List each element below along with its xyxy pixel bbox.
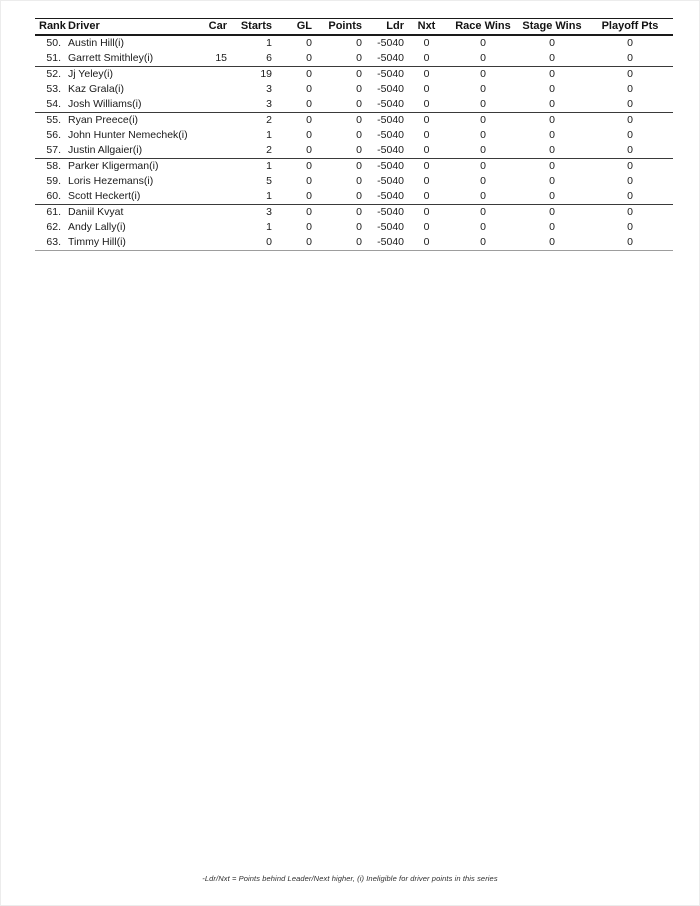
cell-starts: 5 [266,175,272,187]
table-header-row [35,19,673,36]
driver-row [35,174,673,189]
cell-rank: 62. [46,221,61,233]
cell-points: 0 [356,144,362,156]
column-header-stage_wins: Stage Wins [517,19,587,36]
cell-race_wins: 0 [480,160,486,172]
cell-playoff_pts: 0 [627,160,633,172]
cell-nxt: 0 [423,52,430,64]
cell-gl: 0 [306,206,312,218]
cell-playoff_pts: 0 [627,98,633,110]
cell-driver: Garrett Smithley(i) [68,52,154,64]
driver-standings-table [35,18,673,251]
cell-rank: 63. [46,236,61,248]
cell-nxt: 0 [423,144,430,156]
cell-race_wins: 0 [480,129,486,141]
cell-driver: Andy Lally(i) [68,221,126,233]
cell-gl: 0 [306,98,312,110]
cell-starts: 3 [266,98,272,110]
cell-gl: 0 [306,52,312,64]
cell-playoff_pts: 0 [627,236,633,248]
cell-nxt: 0 [423,160,430,172]
row-group-1 [35,67,673,113]
cell-stage_wins: 0 [549,144,555,156]
cell-nxt: 0 [423,98,430,110]
cell-driver: Ryan Preece(i) [68,114,139,126]
cell-starts: 3 [266,206,272,218]
cell-points: 0 [356,221,362,233]
driver-row [35,67,673,83]
cell-points: 0 [356,68,362,80]
cell-starts: 2 [266,144,272,156]
cell-rank: 61. [46,206,61,218]
cell-ldr: -5040 [377,114,404,126]
cell-driver: Austin Hill(i) [68,37,125,49]
cell-points: 0 [356,98,362,110]
cell-playoff_pts: 0 [627,83,633,95]
driver-row [35,143,673,159]
cell-ldr: -5040 [377,129,404,141]
cell-ldr: -5040 [377,144,404,156]
cell-playoff_pts: 0 [627,221,633,233]
driver-row [35,97,673,113]
cell-gl: 0 [306,175,312,187]
cell-car: 15 [215,52,227,64]
cell-starts: 6 [266,52,272,64]
cell-nxt: 0 [423,129,430,141]
driver-row [35,128,673,143]
cell-race_wins: 0 [480,114,486,126]
cell-race_wins: 0 [480,68,486,80]
driver-row [35,82,673,97]
cell-race_wins: 0 [480,98,486,110]
cell-car [185,113,227,129]
cell-stage_wins: 0 [549,114,555,126]
cell-race_wins: 0 [480,206,486,218]
cell-car [185,67,227,83]
driver-row [35,35,673,51]
cell-ldr: -5040 [377,236,404,248]
driver-row [35,51,673,67]
row-group-0 [35,35,673,67]
column-header-ldr: Ldr [362,19,404,36]
cell-car [185,143,227,159]
cell-driver: Parker Kligerman(i) [68,160,159,172]
cell-playoff_pts: 0 [627,144,633,156]
cell-gl: 0 [306,144,312,156]
cell-car [185,205,227,221]
column-header-starts: Starts [227,19,272,36]
driver-row [35,235,673,251]
column-header-car: Car [185,19,227,36]
cell-gl: 0 [306,68,312,80]
cell-race_wins: 0 [480,83,486,95]
cell-points: 0 [356,190,362,202]
cell-points: 0 [356,52,362,64]
cell-ldr: -5040 [377,68,404,80]
cell-stage_wins: 0 [549,83,555,95]
driver-row [35,159,673,175]
footnote: -Ldr/Nxt = Points behind Leader/Next higher, (i) Ineligible for driver points in this series [202,874,498,883]
cell-stage_wins: 0 [549,52,555,64]
cell-playoff_pts: 0 [627,52,633,64]
cell-rank: 57. [46,144,61,156]
cell-points: 0 [356,160,362,172]
cell-ldr: -5040 [377,83,404,95]
cell-driver: Justin Allgaier(i) [68,144,143,156]
table-header [35,19,673,36]
cell-starts: 1 [266,37,272,49]
cell-gl: 0 [306,221,312,233]
cell-ldr: -5040 [377,175,404,187]
cell-rank: 59. [46,175,61,187]
cell-nxt: 0 [423,236,430,248]
cell-points: 0 [356,37,362,49]
column-header-nxt: Nxt [404,19,449,36]
cell-gl: 0 [306,129,312,141]
driver-row [35,205,673,221]
cell-starts: 1 [266,129,272,141]
driver-row [35,113,673,129]
cell-car [185,174,227,189]
cell-stage_wins: 0 [549,190,555,202]
cell-stage_wins: 0 [549,98,555,110]
cell-car [185,189,227,205]
cell-starts: 19 [260,68,272,80]
cell-driver: Kaz Grala(i) [68,83,125,95]
cell-driver: Scott Heckert(i) [68,190,141,202]
cell-nxt: 0 [423,37,430,49]
cell-stage_wins: 0 [549,129,555,141]
cell-nxt: 0 [423,221,430,233]
cell-playoff_pts: 0 [627,129,633,141]
column-header-driver: Driver [61,19,185,36]
cell-ldr: -5040 [377,206,404,218]
cell-driver: Loris Hezemans(i) [68,175,154,187]
cell-gl: 0 [306,190,312,202]
cell-ldr: -5040 [377,160,404,172]
cell-points: 0 [356,175,362,187]
cell-rank: 55. [46,114,61,126]
cell-starts: 1 [266,160,272,172]
cell-rank: 58. [46,160,61,172]
cell-car [185,159,227,175]
cell-ldr: -5040 [377,221,404,233]
cell-starts: 1 [266,221,272,233]
cell-playoff_pts: 0 [627,114,633,126]
cell-race_wins: 0 [480,144,486,156]
cell-race_wins: 0 [480,236,486,248]
cell-nxt: 0 [423,114,430,126]
column-header-race_wins: Race Wins [449,19,517,36]
cell-gl: 0 [306,83,312,95]
cell-rank: 50. [46,37,61,49]
cell-stage_wins: 0 [549,68,555,80]
cell-stage_wins: 0 [549,37,555,49]
column-header-gl: GL [272,19,312,36]
cell-rank: 53. [46,83,61,95]
cell-car [185,235,227,251]
cell-race_wins: 0 [480,52,486,64]
cell-car [185,128,227,143]
cell-stage_wins: 0 [549,236,555,248]
cell-ldr: -5040 [377,52,404,64]
cell-race_wins: 0 [480,37,486,49]
row-group-4 [35,205,673,251]
cell-rank: 51. [46,52,61,64]
cell-starts: 3 [266,83,272,95]
cell-ldr: -5040 [377,98,404,110]
cell-stage_wins: 0 [549,206,555,218]
cell-nxt: 0 [423,190,430,202]
cell-ldr: -5040 [377,37,404,49]
cell-driver: Timmy Hill(i) [68,236,126,248]
cell-car [185,220,227,235]
cell-points: 0 [356,129,362,141]
cell-race_wins: 0 [480,221,486,233]
cell-nxt: 0 [423,68,430,80]
cell-points: 0 [356,83,362,95]
column-header-rank: Rank [35,19,61,36]
cell-car [185,82,227,97]
cell-nxt: 0 [423,83,430,95]
cell-points: 0 [356,236,362,248]
cell-starts: 2 [266,114,272,126]
cell-playoff_pts: 0 [627,37,633,49]
cell-points: 0 [356,206,362,218]
cell-starts: 0 [266,236,272,248]
driver-row [35,220,673,235]
cell-stage_wins: 0 [549,221,555,233]
cell-points: 0 [356,114,362,126]
cell-driver: Josh Williams(i) [68,98,142,110]
cell-car [185,35,227,51]
cell-gl: 0 [306,236,312,248]
cell-nxt: 0 [423,175,430,187]
row-group-2 [35,113,673,159]
column-header-playoff_pts: Playoff Pts [587,19,673,36]
cell-race_wins: 0 [480,190,486,202]
cell-rank: 54. [46,98,61,110]
cell-gl: 0 [306,37,312,49]
cell-driver: Daniil Kvyat [68,206,124,218]
cell-rank: 56. [46,129,61,141]
cell-playoff_pts: 0 [627,175,633,187]
cell-playoff_pts: 0 [627,68,633,80]
cell-car [185,97,227,113]
cell-rank: 60. [46,190,61,202]
cell-race_wins: 0 [480,175,486,187]
column-header-points: Points [312,19,362,36]
cell-starts: 1 [266,190,272,202]
cell-playoff_pts: 0 [627,190,633,202]
cell-driver: Jj Yeley(i) [68,68,113,80]
cell-rank: 52. [46,68,61,80]
cell-gl: 0 [306,114,312,126]
cell-ldr: -5040 [377,190,404,202]
cell-gl: 0 [306,160,312,172]
cell-stage_wins: 0 [549,160,555,172]
cell-nxt: 0 [423,206,430,218]
cell-stage_wins: 0 [549,175,555,187]
driver-row [35,189,673,205]
cell-driver: John Hunter Nemechek(i) [68,129,188,141]
row-group-3 [35,159,673,205]
cell-playoff_pts: 0 [627,206,633,218]
